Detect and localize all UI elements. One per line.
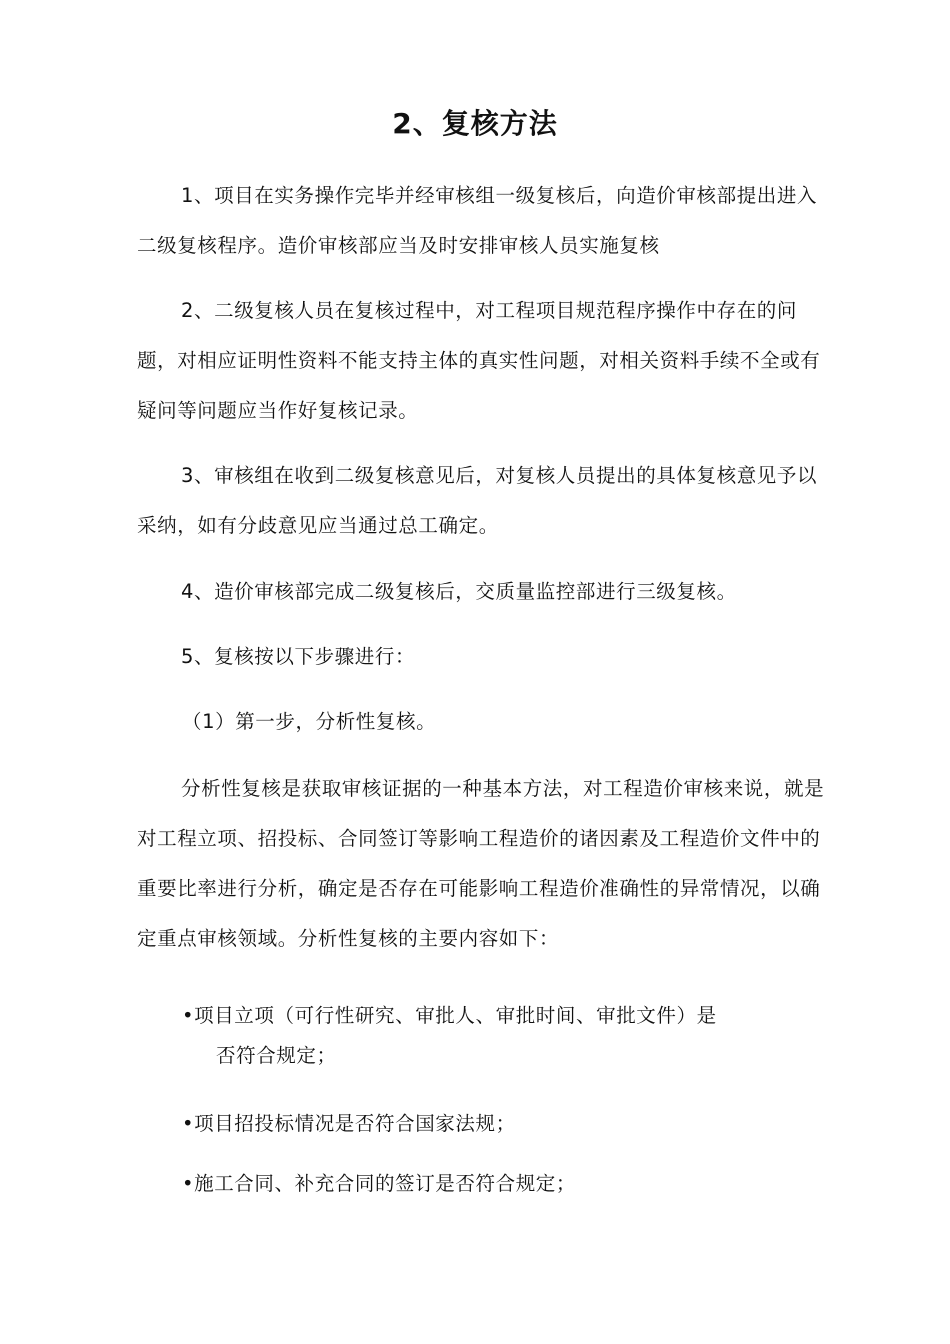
paragraph-5: 5、复核按以下步骤进行： [181, 645, 416, 668]
step-1-heading: （1）第一步，分析性复核。 [182, 710, 437, 733]
bullet-item [182, 1104, 782, 1144]
bullet-line: •项目招投标情况是否符合国家法规； [182, 1112, 516, 1135]
section-title: 2、复核方法 [392, 107, 558, 140]
paragraph-4: 4、造价审核部完成二级复核后，交质量监控部进行三级复核。 [181, 580, 737, 603]
paragraph-3: 3、审核组在收到二级复核意见后，对复核人员提出的具体复核意见予以采纳，如有分歧意见应当通过总工确定。 [137, 464, 818, 537]
paragraph-2: 2、二级复核人员在复核过程中，对工程项目规范程序操作中存在的问题，对相应证明性资料不能支持主体的真实性问题，对相关资料手续不全或有疑问等问题应当作好复核记录。 [137, 299, 821, 422]
bullet-line: •项目立项（可行性研究、审批人、审批时间、审批文件）是 [182, 1004, 717, 1027]
bullet-line-continued: 否符合规定； [216, 1044, 337, 1067]
bullet-item [182, 996, 782, 1076]
bullet-line: •施工合同、补充合同的签订是否符合规定； [182, 1172, 577, 1195]
paragraph-1: 1、项目在实务操作完毕并经审核组一级复核后，向造价审核部提出进入二级复核程序。造价审核部应当及时安排审核人员实施复核 [137, 184, 818, 257]
analysis-paragraph: 分析性复核是获取审核证据的一种基本方法，对工程造价审核来说，就是对工程立项、招投标、合同签订等影响工程造价的诸因素及工程造价文件中的重要比率进行分析，确定是否存在可能影响工程造价准确性的异常情况，以确定重点审核领域。分析性复核的主要内容如下： [137, 777, 825, 950]
bullet-item [182, 1164, 782, 1204]
